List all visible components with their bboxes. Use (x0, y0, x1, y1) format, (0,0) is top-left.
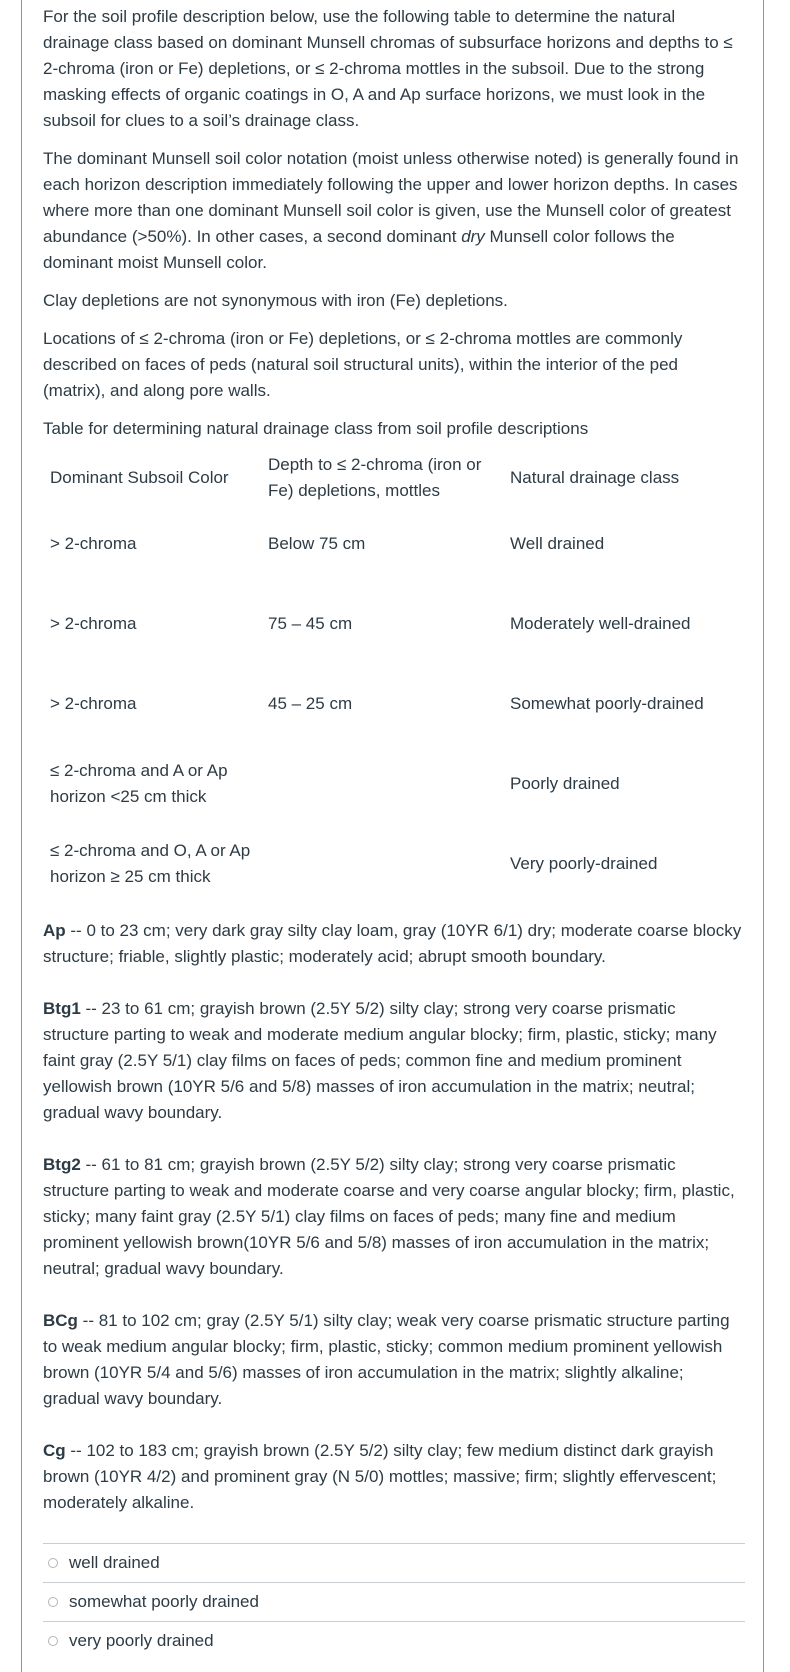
table-cell: Very poorly-drained (510, 854, 658, 873)
table-header-row (43, 452, 745, 504)
table-cell: Well drained (510, 534, 605, 553)
horizon-text: -- 0 to 23 cm; very dark gray silty clay loam, gray (10YR 6/1) dry; moderate coarse blocky structure; friable, slightly plastic; moderately acid; abrupt smooth boundary. (43, 921, 742, 966)
table-row (43, 664, 745, 744)
table-cell: Poorly drained (510, 774, 620, 793)
table-cell: 45 – 25 cm (268, 694, 353, 713)
table-header-cell: Dominant Subsoil Color (50, 468, 229, 487)
intro-paragraph-2 (43, 146, 745, 276)
intro-paragraph-1: For the soil profile description below, use the following table to determine the natural drainage class based on dominant Munsell chromas of subsurface horizons and depths to ≤ 2-chroma (iron or Fe) depletions, or ≤ 2-chroma mottles in the subsoil. Due to the strong masking effects of organic coatings in O, A and Ap surface horizons, we must look in the subsoil for clues to a soil’s drainage class. (43, 7, 733, 130)
horizon-name: Btg1 (43, 999, 81, 1018)
question-panel (21, 0, 764, 1672)
horizon-text: -- 81 to 102 cm; gray (2.5Y 5/1) silty clay; weak very coarse prismatic structure parting to weak medium angular blocky; firm, plastic, sticky; common medium prominent yellowish brown (10YR 5/4 and 5/6) masses of iron accumulation in the matrix; slightly alkaline; gradual wavy boundary. (43, 1311, 730, 1408)
horizon-name: BCg (43, 1311, 78, 1330)
table-cell: > 2-chroma (50, 614, 137, 633)
horizon-text: -- 23 to 61 cm; grayish brown (2.5Y 5/2) silty clay; strong very coarse prismatic structure parting to weak and moderate medium angular blocky; firm, plastic, sticky; many faint gray (2.5Y 5/1) clay films on faces of peds; common fine and medium prominent yellowish brown (10YR 5/6 and 5/8) masses of iron accumulation in the matrix; neutral; gradual wavy boundary. (43, 999, 717, 1122)
table-cell: Moderately well-drained (510, 614, 691, 633)
answer-option-well-drained[interactable] (43, 1543, 745, 1582)
table-header-cell: Natural drainage class (510, 468, 680, 487)
table-cell: ≤ 2-chroma and O, A or Ap horizon ≥ 25 cm thick (50, 841, 251, 886)
table-cell: Below 75 cm (268, 534, 366, 553)
answer-label[interactable]: very poorly drained (69, 1631, 214, 1650)
radio-button[interactable] (48, 1558, 58, 1568)
table-cell: > 2-chroma (50, 694, 137, 713)
table-row (43, 584, 745, 664)
table-row (43, 744, 745, 824)
answer-option-somewhat-poorly-drained[interactable] (43, 1582, 745, 1621)
horizon-description (43, 996, 745, 1126)
table-header-cell: Depth to ≤ 2-chroma (iron or Fe) depletions, mottles (268, 455, 482, 500)
horizon-description (43, 918, 745, 970)
drainage-class-table (43, 452, 745, 904)
table-row (43, 504, 745, 584)
radio-button[interactable] (48, 1636, 58, 1646)
answer-option-very-poorly-drained[interactable] (43, 1621, 745, 1660)
table-row (43, 824, 745, 904)
intro-paragraph-2-emphasis: dry (461, 227, 485, 246)
table-caption: Table for determining natural drainage class from soil profile descriptions (43, 419, 589, 438)
intro-paragraph-4: Locations of ≤ 2-chroma (iron or Fe) depletions, or ≤ 2-chroma mottles are commonly described on faces of peds (natural soil structural units), within the interior of the ped (matrix), and along pore walls. (43, 329, 683, 400)
table-cell (261, 744, 503, 824)
horizon-description (43, 1308, 745, 1412)
intro-paragraph-3: Clay depletions are not synonymous with iron (Fe) depletions. (43, 291, 508, 310)
radio-button[interactable] (48, 1597, 58, 1607)
table-cell: 75 – 45 cm (268, 614, 353, 633)
horizon-text: -- 102 to 183 cm; grayish brown (2.5Y 5/2) silty clay; few medium distinct dark grayish brown (10YR 4/2) and prominent gray (N 5/0) mottles; massive; firm; slightly effervescent; moderately alkaline. (43, 1441, 717, 1512)
answer-label[interactable]: somewhat poorly drained (69, 1592, 259, 1611)
table-cell: ≤ 2-chroma and A or Ap horizon <25 cm thick (50, 761, 228, 806)
horizon-name: Ap (43, 921, 66, 940)
horizon-name: Btg2 (43, 1155, 81, 1174)
question-content (43, 4, 745, 1660)
horizon-name: Cg (43, 1441, 66, 1460)
table-cell: Somewhat poorly-drained (510, 694, 704, 713)
answer-choices (43, 1543, 745, 1660)
table-cell: > 2-chroma (50, 534, 137, 553)
horizon-description (43, 1438, 745, 1516)
horizon-description (43, 1152, 745, 1282)
horizon-text: -- 61 to 81 cm; grayish brown (2.5Y 5/2) silty clay; strong very coarse prismatic structure parting to weak and moderate coarse and very coarse angular blocky; firm, plastic, sticky; many faint gray (2.5Y 5/1) clay films on faces of peds; many fine and medium prominent yellowish brown(10YR 5/6 and 5/8) masses of iron accumulation in the matrix; neutral; gradual wavy boundary. (43, 1155, 735, 1278)
intro-paragraph-2-a: The dominant Munsell soil color notation (moist unless otherwise noted) is generally found in each horizon description immediately following the upper and lower horizon depths. In cases where more than one dominant Munsell soil color is given, use the Munsell color of greatest abundance (>50%). In other cases, a second dominant (43, 149, 739, 246)
intro-paragraph-2-b: Munsell color follows the dominant moist Munsell color. (43, 227, 675, 272)
table-cell (261, 824, 503, 904)
answer-label[interactable]: well drained (69, 1553, 160, 1572)
